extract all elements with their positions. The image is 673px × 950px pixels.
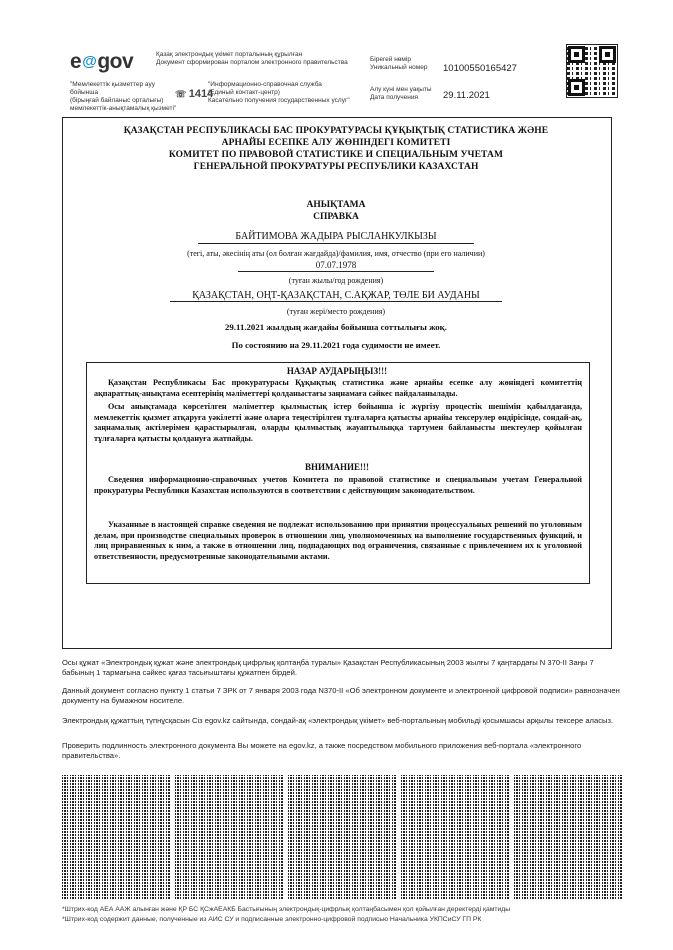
footer-check-kz: Электрондық құжаттың түпнұсқасын Сіз egov.kz сайтында, сондай-ақ «электрондық үкімет» веб-порталының мобильді қосымшасы арқылы тексере аласыз. <box>62 716 614 725</box>
birth-date-caption: (туған жылы/год рождения) <box>288 276 384 285</box>
qr-code <box>566 44 618 98</box>
barcode-3 <box>288 775 396 900</box>
notice-kz-p1: Қазақстан Республикасы Бас прокуратурасы Құқықтық статистика және арнайы есепке алу жөніндегі комитеттің ақпараттық-анықтама есептерінің мәліметтері қолданыстағы заңнамаға сәйкес пайдаланылады. <box>94 378 582 398</box>
barcode-1 <box>62 775 170 900</box>
birth-place: ҚАЗАҚСТАН, ОҢТ-ҚАЗАҚСТАН, С.АҚЖАР, ТӨЛЕ БИ АУДАНЫ <box>170 290 502 302</box>
footer-law-kz: Осы құжат «Электрондық құжат және электрондық цифрлық қолтаңба туралы» Қазақстан Республикасының 2003 жылғы 7 қаңтардағы N 370-II Заңы 7 бабының 1 тармағына сәйкес қағаз тасығыштағы құжатпен бірдей. <box>62 658 594 677</box>
receive-date-label: Алу күні мен уақыты Дата получения <box>370 86 432 101</box>
notice-kz-p2: Осы анықтамада көрсетілген мәліметтер қылмыстық істер бойынша іс жүргізу процестік шешімін қабылдағанда, мемлекеттік қызмет атқаруға уәкілетті және оларға теңестірілген тұлғаларға қатысты арнайы тексерулер өндірісінде, сондай-ақ, заңнамалық актілерімен қарастырылған, оларды қылмыстық жауаптылыққа тартумен байланысты шектеулер қойылған тұлғаларға қатысты қолдануға жатпайды. <box>94 402 582 443</box>
reg-number-label: Бірегей нөмір Уникальный номер <box>370 56 428 71</box>
service-ru-block: "Информационно-справочная служба (Единый контакт-центр) Касательно получения государственных услуг" <box>208 81 350 104</box>
contact-phone: ☏ 1414 <box>175 88 214 100</box>
birth-place-caption: (туған жері/место рождения) <box>286 307 386 316</box>
result-kz: 29.11.2021 жылдың жағдайы бойынша соттылығы жоқ. <box>225 322 447 332</box>
birth-place-block <box>170 290 502 302</box>
barcode-5 <box>514 775 622 900</box>
receive-date-value: 29.11.2021 <box>443 90 490 101</box>
portal-notice: Қазақ электрондық үкімет порталының құрылған Документ сформирован порталом электронного правительства <box>156 51 348 66</box>
notice-title-kz: НАЗАР АУДАРЫҢЫЗ!!! <box>286 366 388 376</box>
full-name-caption: (тегі, аты, әкесінің аты (ол болған жағдайда)/фамилия, имя, отчество (при его наличии) <box>187 249 485 258</box>
birth-date-block <box>238 260 434 272</box>
result-ru: По состоянию на 29.11.2021 года судимости не имеет. <box>231 340 441 350</box>
footer-check-ru: Проверить подлинность электронного документа Вы можете на egov.kz, а также посредством мобильного приложения веб-портала «электронного правительства». <box>62 741 582 760</box>
full-name: БАЙТИМОВА ЖАДЫРА РЫСЛАНКУЛКЫЗЫ <box>198 231 474 244</box>
barcode-4 <box>401 775 509 900</box>
service-kz-block: "Мемлекеттік қызметтер ауу бойынша (бірыңғай байланыс орталығы) мемлекеттік-анықтамалық қызметі" <box>70 81 177 112</box>
full-name-block <box>198 231 474 244</box>
footer-law-ru: Данный документ согласно пункту 1 статьи 7 ЗРК от 7 января 2003 года N370-II «Об электронном документе и электронной цифровой подписи» равнозначен документу на бумажном носителе. <box>62 686 620 705</box>
notice-ru-p1: Сведения информационно-справочных учетов Комитета по правовой статистике и специальным учетам Генеральной прокуратуры Республики Казахстан используются в соответствии с действующим законодательством. <box>94 475 582 495</box>
notice-ru-p2: Указанные в настоящей справке сведения не подлежат использованию при принятии процессуальных решений по уголовным делам, при производстве специальных проверок в отношении лиц, уполномоченных на выполнение государственных функций, и лиц приравненных к ним, а также в отношении лиц, подпадающих под ограничения, связанные с привлечением их к уголовной ответственности, предусмотренные законодательными актами. <box>94 520 582 561</box>
issuer-title: ҚАЗАҚСТАН РЕСПУБЛИКАСЫ БАС ПРОКУРАТУРАСЫ ҚҰҚЫҚТЫҚ СТАТИСТИКА ЖӘНЕ АРНАЙЫ ЕСЕПКЕ АЛУ ЖӨНІНДЕГІ КОМИТЕТІ КОМИТЕТ ПО ПРАВОВОЙ СТАТИСТИКЕ И СПЕЦИАЛЬНЫМ УЧЕТАМ ГЕНЕРАЛЬНОЙ ПРОКУРАТУРЫ РЕСПУБЛИКИ КАЗАХСТАН <box>123 126 549 172</box>
birth-date: 07.07.1978 <box>238 260 434 272</box>
barcode-note-ru: *Штрих-код содержит данные, полученные из АИС СУ и подписанные электронно-цифровой подписью Начальника УКПСиСУ ГП РК <box>62 916 482 923</box>
egov-logo-at-icon: @ <box>82 53 97 70</box>
reg-number-value: 10100550165427 <box>443 63 517 74</box>
barcode-note-kz: *Штрих-код АЕА ААЖ алынған және ҚР БС ҚСжАЕАКБ Бастығының электрондық-цифрлық қолтаңбасымен қол қойылған деректерді қамтиды <box>62 906 511 913</box>
egov-logo: e@gov <box>70 50 134 73</box>
document-type: АНЫҚТАМА СПРАВКА <box>306 200 366 222</box>
notice-title-ru: ВНИМАНИЕ!!! <box>305 462 369 472</box>
phone-icon: ☏ <box>175 89 189 99</box>
barcode-2 <box>175 775 283 900</box>
